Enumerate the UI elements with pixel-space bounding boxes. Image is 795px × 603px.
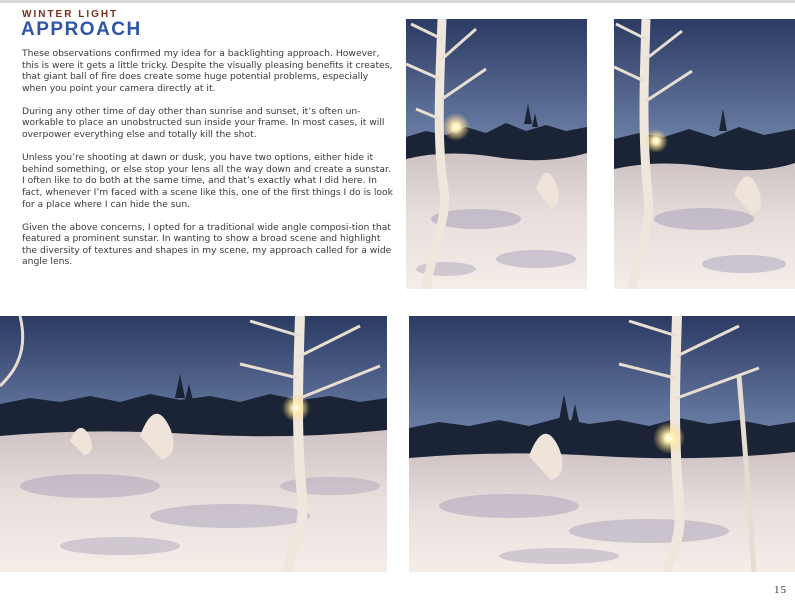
paragraph-2: During any other time of day other than sunrise and sunset, it’s often un-workable to place an unobstructed sun inside your frame. In most cases, it will overpower everything else and totally kill the shot. bbox=[22, 105, 385, 141]
body-text bbox=[22, 48, 394, 280]
photo-snowy-tree-sunstar-vertical-2 bbox=[614, 19, 795, 289]
photo-snowy-tree-sunstar-vertical-1 bbox=[406, 19, 587, 289]
section-kicker: WINTER LIGHT bbox=[22, 9, 119, 20]
paragraph-4: Given the above concerns, I opted for a traditional wide angle composi-tion that featured a prominent sunstar. In wanting to show a broad scene and highlight the diversity of textures and shapes in my scene, my approach called for a wide angle lens. bbox=[22, 221, 392, 268]
photo-snowy-forest-wide-1 bbox=[0, 316, 387, 572]
top-rule bbox=[0, 0, 795, 3]
page-number: 15 bbox=[774, 584, 787, 596]
paragraph-1: These observations confirmed my idea for a backlighting approach. However, this is were it gets a little tricky. Despite the visually pleasing benefits it creates, that giant ball of fire does create some huge potential problems, especially when you point your camera directly at it. bbox=[22, 48, 393, 94]
paragraph-3: Unless you’re shooting at dawn or dusk, you have two options, either hide it behind something, or else stop your lens all the way down and create a sunstar. I often like to do both at the same time, and that’s exactly what I did here. In fact, whenever I’m faced with a scene like this, one of the first things I do is look for a place where I can hide the sun. bbox=[22, 152, 393, 210]
page-title: APPROACH bbox=[21, 19, 142, 40]
photo-snowy-forest-wide-2 bbox=[409, 316, 795, 572]
